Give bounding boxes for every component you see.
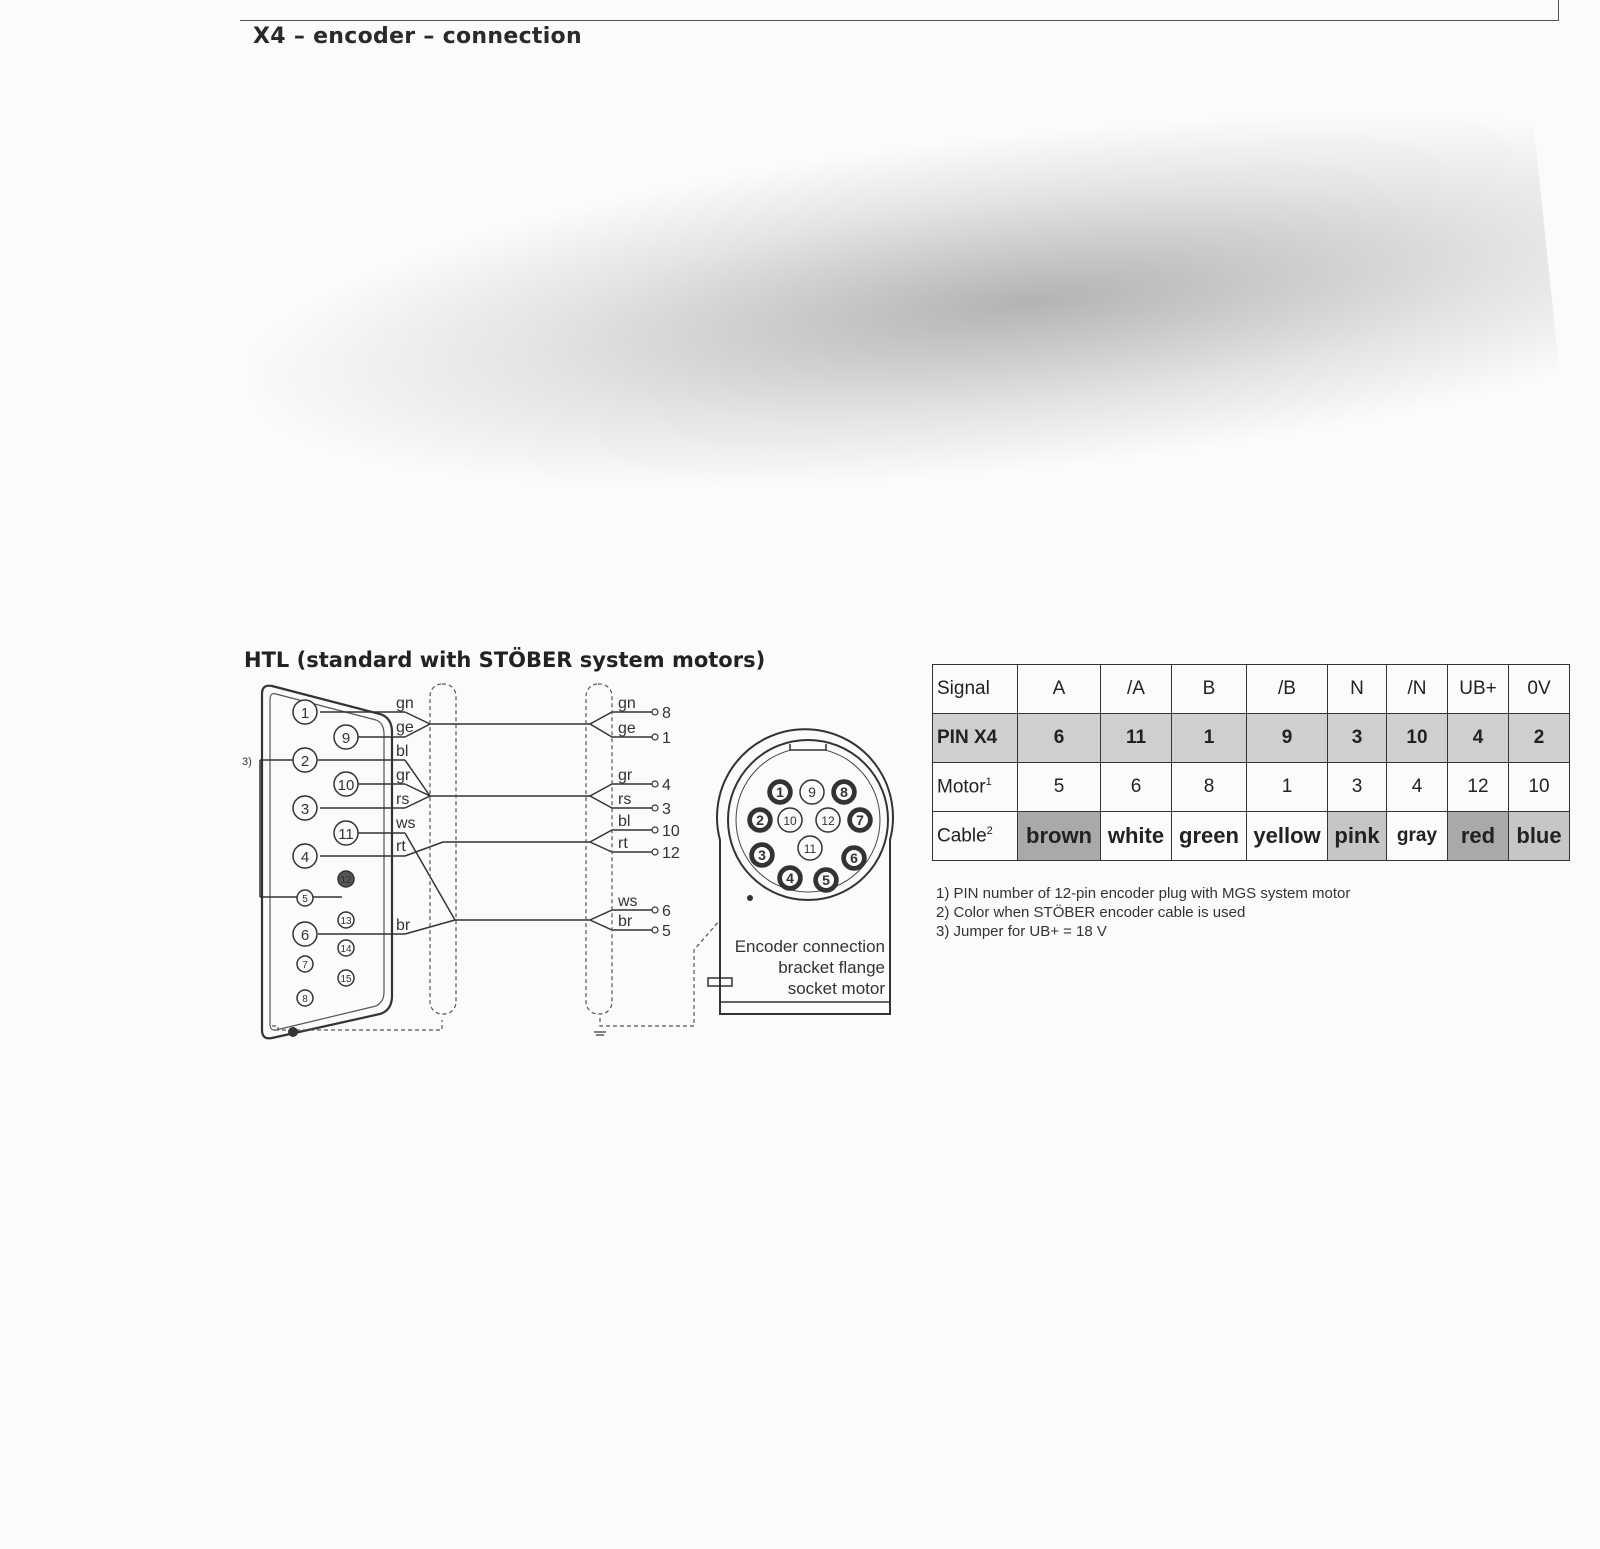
motor-cell: 5 bbox=[1018, 763, 1101, 812]
socket-pin-label: 2 bbox=[756, 812, 764, 828]
header-0v: 0V bbox=[1509, 665, 1570, 714]
sub-d-shell bbox=[262, 686, 392, 1039]
pin-cell: 4 bbox=[1448, 714, 1509, 763]
socket-pin-label: 5 bbox=[822, 872, 830, 888]
socket-label-line-1: Encoder connection bbox=[734, 937, 885, 956]
sub-d-pin-label: 3 bbox=[300, 801, 310, 818]
pin-cell: 1 bbox=[1172, 714, 1247, 763]
motor-row bbox=[933, 763, 1570, 812]
cable-row bbox=[933, 812, 1570, 861]
motor-cell: 10 bbox=[1509, 763, 1570, 812]
header-ub: UB+ bbox=[1448, 665, 1509, 714]
socket-pin-label: 9 bbox=[808, 784, 816, 800]
motor-row-label: Motor$^1$ bbox=[933, 763, 1018, 812]
pin-cell: 2 bbox=[1509, 714, 1570, 763]
cable-cell: white bbox=[1101, 812, 1172, 861]
sub-d-pin-label: 11 bbox=[338, 826, 354, 843]
sub-d-pin-label: 12 bbox=[340, 875, 352, 886]
socket-pin-label: 11 bbox=[803, 842, 817, 856]
right-wire-label: gr bbox=[618, 767, 633, 784]
header-a: A bbox=[1018, 665, 1101, 714]
socket-pin-label: 1 bbox=[776, 784, 784, 800]
socket-pin-label: 7 bbox=[856, 812, 864, 828]
header-b: B bbox=[1172, 665, 1247, 714]
sub-d-pin-label: 8 bbox=[302, 994, 308, 1005]
motor-terminal-number: 1 bbox=[662, 730, 671, 747]
right-wire-label: bl bbox=[618, 813, 631, 830]
pin-row-label: PIN X4 bbox=[933, 714, 1018, 763]
right-wire-label: rs bbox=[618, 791, 632, 808]
motor-cell: 8 bbox=[1172, 763, 1247, 812]
motor-terminal-number: 10 bbox=[662, 823, 680, 840]
left-wire-label: gn bbox=[396, 695, 414, 712]
socket-pin-label: 6 bbox=[850, 850, 858, 866]
motor-terminal-number: 12 bbox=[662, 845, 680, 862]
sub-d-pin-label: 1 bbox=[300, 705, 310, 722]
left-wire-label: bl bbox=[396, 743, 409, 760]
cable-cell: yellow bbox=[1247, 812, 1328, 861]
pin-cell: 6 bbox=[1018, 714, 1101, 763]
right-wire-label: br bbox=[618, 913, 633, 930]
motor-cell: 12 bbox=[1448, 763, 1509, 812]
page-frame-edge bbox=[240, 0, 1559, 21]
footnote-1: 1) PIN number of 12-pin encoder plug with MGS system motor bbox=[936, 885, 1351, 902]
header-b-inv: /B bbox=[1247, 665, 1328, 714]
left-wire-label: rs bbox=[396, 791, 410, 808]
socket-pin-label: 10 bbox=[783, 814, 797, 828]
wiring-diagram bbox=[230, 680, 920, 1060]
socket-pin-label: 4 bbox=[786, 870, 794, 886]
right-wire-label: ge bbox=[618, 720, 636, 737]
left-wire-label: br bbox=[396, 917, 411, 934]
motor-terminal-number: 8 bbox=[662, 705, 671, 722]
sub-d-pin-label: 5 bbox=[302, 894, 308, 905]
cable-cell: brown bbox=[1018, 812, 1101, 861]
signal-header-label: Signal bbox=[933, 665, 1018, 714]
motor-cell: 3 bbox=[1328, 763, 1387, 812]
pin-cell: 11 bbox=[1101, 714, 1172, 763]
footnotes bbox=[936, 884, 1350, 941]
left-wire-label: rt bbox=[396, 838, 406, 855]
motor-socket bbox=[708, 729, 893, 1014]
socket-pin-label: 8 bbox=[840, 784, 848, 800]
socket-pin-label: 3 bbox=[758, 847, 766, 863]
cable-cell: green bbox=[1172, 812, 1247, 861]
motor-terminal-number: 5 bbox=[662, 923, 671, 940]
subsection-heading: HTL (standard with STÖBER system motors) bbox=[244, 648, 766, 672]
signal-row bbox=[933, 665, 1570, 714]
right-wire-label: gn bbox=[618, 695, 636, 712]
left-wire-label: ws bbox=[396, 815, 416, 832]
cable-cell: blue bbox=[1509, 812, 1570, 861]
right-wire-label: rt bbox=[618, 835, 628, 852]
motor-cell: 4 bbox=[1387, 763, 1448, 812]
header-n: N bbox=[1328, 665, 1387, 714]
sub-d-pin-label: 4 bbox=[300, 849, 310, 866]
cable-cell: pink bbox=[1328, 812, 1387, 861]
motor-terminal-number: 4 bbox=[662, 777, 671, 794]
left-wire-label: gr bbox=[396, 767, 411, 784]
motor-terminal-number: 3 bbox=[662, 801, 671, 818]
footnote-3: 3) Jumper for UB+ = 18 V bbox=[936, 923, 1107, 940]
footnote-2: 2) Color when STÖBER encoder cable is used bbox=[936, 904, 1246, 921]
cable-cell: red bbox=[1448, 812, 1509, 861]
socket-label-line-2: bracket flange bbox=[778, 958, 885, 977]
section-heading: X4 – encoder – connection bbox=[253, 24, 582, 49]
sub-d-pin-label: 9 bbox=[341, 730, 351, 747]
jumper-note: 3) bbox=[242, 756, 252, 768]
motor-terminal-number: 6 bbox=[662, 903, 671, 920]
pin-x4-row bbox=[933, 714, 1570, 763]
scan-smudge bbox=[236, 83, 1563, 547]
pin-cell: 3 bbox=[1328, 714, 1387, 763]
sub-d-pins bbox=[293, 700, 358, 1006]
header-n-inv: /N bbox=[1387, 665, 1448, 714]
sub-d-pin-label: 7 bbox=[302, 960, 308, 971]
pin-cell: 9 bbox=[1247, 714, 1328, 763]
cable-cell: gray bbox=[1387, 812, 1448, 861]
socket-label-line-3: socket motor bbox=[787, 979, 885, 998]
right-wire-label: ws bbox=[618, 893, 638, 910]
signal-table bbox=[932, 664, 1570, 861]
header-a-inv: /A bbox=[1101, 665, 1172, 714]
sub-d-pin-label: 14 bbox=[340, 944, 352, 955]
socket-pin-label: 12 bbox=[821, 814, 835, 828]
sub-d-pin-label: 10 bbox=[337, 777, 355, 794]
pin-cell: 10 bbox=[1387, 714, 1448, 763]
sub-d-pin-label: 15 bbox=[340, 974, 352, 985]
sub-d-pin-label: 6 bbox=[300, 927, 310, 944]
sub-d-pin-label: 13 bbox=[340, 916, 352, 927]
motor-cell: 1 bbox=[1247, 763, 1328, 812]
sub-d-pin-label: 2 bbox=[300, 753, 310, 770]
motor-cell: 6 bbox=[1101, 763, 1172, 812]
cable-row-label: Cable$^2$ bbox=[933, 812, 1018, 861]
left-wire-label: ge bbox=[396, 719, 414, 736]
